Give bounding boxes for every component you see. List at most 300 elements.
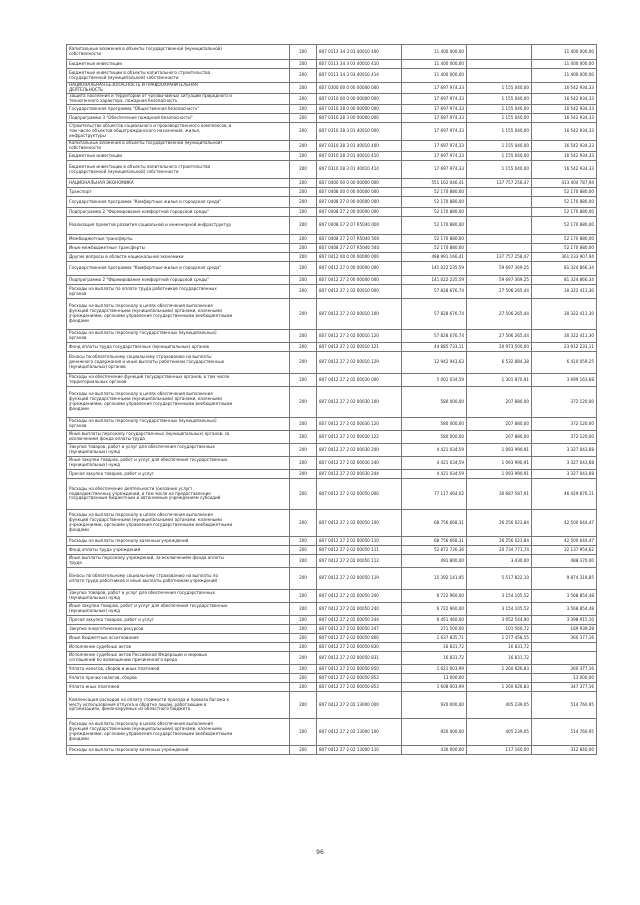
row-name: Расходы на выплаты персоналу в целях обеспечения выполнения функций государственными (муниципальными) органами, казенными учреждениями, органами управления государственными внебюджетными фондами <box>67 387 290 418</box>
row-code: 200 <box>290 69 317 83</box>
row-remaining <box>532 643 597 652</box>
row-name: Капитальные вложения в объекты государственной (муниципальной) собственности <box>67 45 290 60</box>
row-plan: 17 697 974,33 <box>402 141 467 152</box>
table-row <box>67 470 597 479</box>
row-remaining: 361 233 907,94 <box>532 253 597 262</box>
row-executed: 27 506 265,44 <box>467 285 532 299</box>
row-name: Закупка товаров, работ и услуг для обеспечения государственных (муниципальных) нужд <box>67 590 290 603</box>
row-executed: 1 155 040,00 <box>467 141 532 152</box>
row-executed: 405 239,05 <box>467 692 532 719</box>
row-executed: 207 880,00 <box>467 387 532 418</box>
row-executed <box>467 60 532 69</box>
row-name: Расходы на выплаты персоналу в целях обеспечения выполнения функций государственными (муниципальными) органами, казенными учреждениями, органами управления государственными внебюджетными фондами <box>67 719 290 746</box>
row-name: Исполнение судебных актов <box>67 643 290 652</box>
row-kbk: 807 0412 27 2 02 00030 120 <box>317 418 402 431</box>
row-name: Расходы на выплаты персоналу в целях обеспечения выполнения функций государственными (муниципальными) органами, казенными учреждениями, органами управления государственными внебюджетными фондами <box>67 510 290 537</box>
table-row <box>67 208 597 217</box>
row-executed: 20 734 771,74 <box>467 546 532 555</box>
page-number: 96 <box>316 849 324 856</box>
row-code: 200 <box>290 253 317 262</box>
row-plan: 1 621 003,99 <box>402 665 467 674</box>
row-remaining: 16 542 934,33 <box>532 94 597 105</box>
row-name: Расходы на выплаты по оплате труда работников государственных органов <box>67 285 290 299</box>
row-executed: 3 154 105,52 <box>467 603 532 616</box>
row-code: 200 <box>290 510 317 537</box>
row-name: Исполнение судебных актов Российской Федерации и мировых соглашений по возмещению причиненного вреда <box>67 652 290 665</box>
table-row <box>67 244 597 253</box>
row-code: 200 <box>290 352 317 374</box>
row-kbk: 807 0412 27 0 00 00000 000 <box>317 262 402 276</box>
row-kbk: 807 0412 27 2 02 00030 000 <box>317 374 402 387</box>
row-code: 200 <box>290 141 317 152</box>
row-name: Иные выплаты персоналу государственных (муниципальных) органов, за исключением фонда оплаты труда <box>67 431 290 444</box>
row-name: Транспорт <box>67 188 290 197</box>
row-name: Иные бюджетные ассигнования <box>67 634 290 643</box>
row-name: Защита населения и территории от чрезвычайных ситуаций природного и техногенного характера, пожарная безопасность <box>67 94 290 105</box>
budget-report-sheet <box>66 44 594 755</box>
row-remaining: 3 327 043,68 <box>532 444 597 457</box>
row-kbk: 807 0412 27 2 02 00050 200 <box>317 590 402 603</box>
row-code: 200 <box>290 161 317 179</box>
row-plan: 141 022 235,59 <box>402 276 467 285</box>
row-executed: 1 093 990,91 <box>467 444 532 457</box>
row-remaining: 312 840,00 <box>532 746 597 755</box>
table-row <box>67 285 597 299</box>
row-plan: 68 756 668,31 <box>402 537 467 546</box>
row-code: 200 <box>290 665 317 674</box>
row-plan: 6 722 960,00 <box>402 590 467 603</box>
row-executed: 27 506 265,44 <box>467 299 532 330</box>
row-plan: 57 828 676,74 <box>402 299 467 330</box>
row-code: 200 <box>290 299 317 330</box>
row-code: 200 <box>290 692 317 719</box>
row-remaining: 30 322 411,30 <box>532 285 597 299</box>
row-remaining: 514 760,95 <box>532 692 597 719</box>
row-remaining: 30 322 411,30 <box>532 299 597 330</box>
row-executed: 27 506 265,44 <box>467 330 532 343</box>
row-code: 200 <box>290 537 317 546</box>
row-kbk: 807 0412 27 2 02 00050 100 <box>317 510 402 537</box>
row-plan: 57 828 676,74 <box>402 285 467 299</box>
row-name: Государственная программа "Комфортные жилье и городская среда" <box>67 197 290 208</box>
row-plan: 920 000,00 <box>402 719 467 746</box>
row-kbk: 807 0412 27 2 02 00050 831 <box>317 652 402 665</box>
row-kbk: 807 0300 00 0 00 00000 000 <box>317 83 402 94</box>
table-row <box>67 719 597 746</box>
row-code: 200 <box>290 719 317 746</box>
row-code: 200 <box>290 616 317 625</box>
row-kbk: 807 0412 27 2 02 00010 121 <box>317 343 402 352</box>
row-plan: 52 170 880,00 <box>402 235 467 244</box>
table-row <box>67 343 597 352</box>
row-remaining: 13 000,00 <box>532 674 597 683</box>
row-executed: 137 757 258,47 <box>467 179 532 188</box>
row-code: 200 <box>290 634 317 643</box>
row-remaining: 42 500 644,47 <box>532 537 597 546</box>
row-kbk: 807 0113 34 3 03 40010 410 <box>317 60 402 69</box>
table-row <box>67 262 597 276</box>
table-row <box>67 590 597 603</box>
row-executed <box>467 69 532 83</box>
table-row <box>67 457 597 470</box>
row-name: Компенсация расходов на оплату стоимости проезда и провоза багажа к месту использования отпуска и обратно лицам, работающим в организациях, финансируемых из областного бюджета <box>67 692 290 719</box>
row-remaining: 46 429 876,11 <box>532 479 597 510</box>
row-kbk: 807 0310 28 0 00 00000 000 <box>317 105 402 114</box>
row-remaining: 3 398 915,10 <box>532 616 597 625</box>
row-kbk: 807 0310 28 3 00 00000 000 <box>317 114 402 123</box>
table-row <box>67 330 597 343</box>
row-remaining: 11 400 000,00 <box>532 69 597 83</box>
row-remaining: 3 327 043,68 <box>532 457 597 470</box>
table-row <box>67 253 597 262</box>
row-executed: 207 880,00 <box>467 418 532 431</box>
row-name: Иные закупки товаров, работ и услуг для обеспечения государственных (муниципальных) нужд <box>67 457 290 470</box>
row-kbk: 807 0400 00 0 00 00000 000 <box>317 179 402 188</box>
row-code: 200 <box>290 746 317 755</box>
table-row <box>67 45 597 60</box>
row-remaining: 360 377,16 <box>532 634 597 643</box>
row-plan: 17 697 974,33 <box>402 83 467 94</box>
row-code: 200 <box>290 387 317 418</box>
row-plan: 77 117 464,02 <box>402 479 467 510</box>
row-plan: 580 000,00 <box>402 387 467 418</box>
table-row <box>67 546 597 555</box>
table-row <box>67 94 597 105</box>
row-executed: 16 831,72 <box>467 652 532 665</box>
row-name: Уплата налогов, сборов и иных платежей <box>67 665 290 674</box>
row-kbk: 807 0412 27 2 02 13000 110 <box>317 746 402 755</box>
table-row <box>67 235 597 244</box>
row-remaining: 169 939,28 <box>532 625 597 634</box>
table-row <box>67 652 597 665</box>
row-kbk: 807 0408 27 0 00 00000 000 <box>317 197 402 208</box>
table-row <box>67 634 597 643</box>
row-kbk: 807 0412 27 2 02 00050 110 <box>317 537 402 546</box>
row-remaining: 23 912 233,11 <box>532 343 597 352</box>
row-name: Строительство объектов социального и производственного комплексов, в том числе объектов общегражданского назначения, жилья, инфраструктуры <box>67 123 290 141</box>
row-remaining: 372 120,00 <box>532 431 597 444</box>
table-row <box>67 123 597 141</box>
table-row <box>67 665 597 674</box>
row-code: 200 <box>290 603 317 616</box>
row-remaining: 16 542 934,33 <box>532 83 597 94</box>
row-plan: 920 000,00 <box>402 692 467 719</box>
row-remaining: 11 400 000,00 <box>532 60 597 69</box>
row-executed: 16 831,72 <box>467 643 532 652</box>
row-code: 200 <box>290 643 317 652</box>
table-row <box>67 555 597 568</box>
row-kbk: 807 0412 27 2 02 00010 000 <box>317 285 402 299</box>
table-row <box>67 746 597 755</box>
row-name: Уплата иных платежей <box>67 683 290 692</box>
row-plan: 271 500,00 <box>402 625 467 634</box>
row-executed: 1 093 990,91 <box>467 470 532 479</box>
table-row <box>67 276 597 285</box>
row-code: 200 <box>290 179 317 188</box>
row-executed: 1 260 626,83 <box>467 665 532 674</box>
row-name: Подпрограмма 2 "Формирование комфортной городской среды" <box>67 208 290 217</box>
row-plan: 11 400 000,00 <box>402 60 467 69</box>
row-code: 200 <box>290 652 317 665</box>
row-name: Иные выплаты персоналу учреждений, за исключением фонда оплаты труда <box>67 555 290 568</box>
row-name: Взносы по обязательному социальному страхованию на выплаты денежного содержания и иные выплаты работникам государственных (муниципальных) органов <box>67 352 290 374</box>
row-code: 200 <box>290 276 317 285</box>
row-remaining: 413 404 787,94 <box>532 179 597 188</box>
row-code: 200 <box>290 625 317 634</box>
row-plan: 44 885 733,11 <box>402 343 467 352</box>
row-remaining: 52 170 880,00 <box>532 217 597 235</box>
row-name: НАЦИОНАЛЬНАЯ БЕЗОПАСНОСТЬ И ПРАВООХРАНИТЕЛЬНАЯ ДЕЯТЕЛЬНОСТЬ <box>67 83 290 94</box>
row-remaining: 52 170 880,00 <box>532 235 597 244</box>
row-executed: 137 757 258,47 <box>467 253 532 262</box>
row-remaining: 16 542 934,33 <box>532 152 597 161</box>
row-name: Взносы по обязательному социальному страхованию на выплаты по оплате труда работников и иные выплаты работникам учреждений <box>67 568 290 590</box>
row-plan: 15 392 141,95 <box>402 568 467 590</box>
row-kbk: 807 0412 00 0 00 00000 000 <box>317 253 402 262</box>
row-code: 200 <box>290 457 317 470</box>
row-code: 200 <box>290 123 317 141</box>
row-kbk: 807 0412 27 2 02 00030 244 <box>317 470 402 479</box>
row-executed: 1 155 040,00 <box>467 105 532 114</box>
row-kbk: 807 0408 27 2 07 R5040 000 <box>317 217 402 235</box>
row-plan: 17 697 974,33 <box>402 105 467 114</box>
row-executed: 1 155 040,00 <box>467 114 532 123</box>
row-name: Другие вопросы в области национальной экономики <box>67 253 290 262</box>
row-kbk: 807 0412 27 2 02 00050 244 <box>317 616 402 625</box>
table-row <box>67 692 597 719</box>
row-name: Иные закупки товаров, работ и услуг для обеспечения государственных (муниципальных) нужд <box>67 603 290 616</box>
row-code: 200 <box>290 235 317 244</box>
row-code: 200 <box>290 546 317 555</box>
row-remaining: 347 377,16 <box>532 683 597 692</box>
row-plan: 491 800,00 <box>402 555 467 568</box>
row-kbk: 807 0412 27 2 02 13000 000 <box>317 692 402 719</box>
row-remaining: 52 170 880,00 <box>532 197 597 208</box>
row-executed: 59 697 369,25 <box>467 276 532 285</box>
row-remaining: 16 542 934,33 <box>532 114 597 123</box>
row-remaining: 372 120,00 <box>532 418 597 431</box>
row-kbk: 807 0113 34 3 03 40010 414 <box>317 69 402 83</box>
row-kbk: 807 0412 27 2 02 00050 119 <box>317 568 402 590</box>
row-name: Капитальные вложения в объекты государственной (муниципальной) собственности <box>67 141 290 152</box>
row-plan: 498 991 166,41 <box>402 253 467 262</box>
row-code: 200 <box>290 152 317 161</box>
row-kbk: 807 0412 27 2 02 00050 111 <box>317 546 402 555</box>
row-plan: 52 170 880,00 <box>402 197 467 208</box>
row-remaining: 488 370,00 <box>532 555 597 568</box>
table-row <box>67 299 597 330</box>
row-kbk: 807 0412 27 2 00 00000 000 <box>317 276 402 285</box>
row-plan: 68 756 668,31 <box>402 510 467 537</box>
row-name: Государственная программа "Общественная безопасность" <box>67 105 290 114</box>
row-executed: 1 301 870,91 <box>467 374 532 387</box>
row-kbk: 807 0408 27 2 07 R5040 540 <box>317 244 402 253</box>
row-code: 200 <box>290 94 317 105</box>
row-code: 200 <box>290 418 317 431</box>
row-kbk: 807 0412 27 2 02 00050 852 <box>317 674 402 683</box>
row-executed: 207 880,00 <box>467 431 532 444</box>
row-remaining: 42 500 644,47 <box>532 510 597 537</box>
row-kbk: 807 0412 27 2 02 00010 100 <box>317 299 402 330</box>
row-executed <box>467 217 532 235</box>
row-executed: 1 277 458,55 <box>467 634 532 643</box>
row-remaining: 16 542 934,33 <box>532 161 597 179</box>
row-executed <box>467 244 532 253</box>
row-executed: 6 532 884,38 <box>467 352 532 374</box>
row-executed <box>467 235 532 244</box>
table-row <box>67 603 597 616</box>
row-plan: 17 697 974,33 <box>402 114 467 123</box>
table-row <box>67 114 597 123</box>
row-plan: 12 942 943,63 <box>402 352 467 374</box>
row-name: Уплата прочих налогов, сборов <box>67 674 290 683</box>
row-executed: 101 560,72 <box>467 625 532 634</box>
table-row <box>67 374 597 387</box>
row-plan: 52 170 880,00 <box>402 208 467 217</box>
row-executed: 1 155 040,00 <box>467 123 532 141</box>
row-remaining: 32 137 954,62 <box>532 546 597 555</box>
row-plan: 57 828 676,74 <box>402 330 467 343</box>
row-remaining: 52 170 880,00 <box>532 208 597 217</box>
row-plan: 17 697 974,33 <box>402 94 467 105</box>
table-row <box>67 479 597 510</box>
row-kbk: 807 0412 27 2 02 00050 247 <box>317 625 402 634</box>
row-executed: 20 973 500,00 <box>467 343 532 352</box>
row-code: 200 <box>290 60 317 69</box>
row-name: Межбюджетные трансферты <box>67 235 290 244</box>
row-remaining: 30 322 411,30 <box>532 330 597 343</box>
table-row <box>67 431 597 444</box>
row-plan: 52 170 880,00 <box>402 244 467 253</box>
row-plan: 13 000,00 <box>402 674 467 683</box>
row-name: Реализация проектов развития социальной и инженерной инфраструктур <box>67 217 290 235</box>
row-plan: 6 451 460,00 <box>402 616 467 625</box>
row-name: Бюджетные инвестиции <box>67 60 290 69</box>
row-kbk: 807 0412 27 2 02 00050 830 <box>317 643 402 652</box>
row-name: Иные межбюджетные трансферты <box>67 244 290 253</box>
row-code: 200 <box>290 555 317 568</box>
row-code: 200 <box>290 262 317 276</box>
row-code: 200 <box>290 330 317 343</box>
row-executed: 3 154 105,52 <box>467 590 532 603</box>
row-plan: 430 000,00 <box>402 746 467 755</box>
row-remaining: 3 699 163,68 <box>532 374 597 387</box>
row-kbk: 807 0408 00 0 00 00000 000 <box>317 188 402 197</box>
row-plan: 4 421 034,59 <box>402 457 467 470</box>
row-kbk: 807 0412 27 2 02 00050 850 <box>317 665 402 674</box>
row-remaining: 3 327 043,68 <box>532 470 597 479</box>
row-plan: 4 421 034,59 <box>402 470 467 479</box>
row-plan: 580 000,00 <box>402 418 467 431</box>
table-row <box>67 674 597 683</box>
row-code: 200 <box>290 431 317 444</box>
row-code: 200 <box>290 479 317 510</box>
row-kbk: 807 0412 27 2 02 00030 122 <box>317 431 402 444</box>
row-remaining: 3 568 854,48 <box>532 590 597 603</box>
row-code: 200 <box>290 45 317 60</box>
table-row <box>67 387 597 418</box>
row-executed <box>467 208 532 217</box>
row-code: 200 <box>290 683 317 692</box>
row-name: Закупка товаров, работ и услуг для обеспечения государственных (муниципальных) нужд <box>67 444 290 457</box>
row-remaining: 16 542 934,33 <box>532 105 597 114</box>
row-plan: 17 697 974,33 <box>402 161 467 179</box>
row-kbk: 807 0412 27 2 02 00050 800 <box>317 634 402 643</box>
row-kbk: 807 0412 27 2 02 00050 000 <box>317 479 402 510</box>
table-row <box>67 643 597 652</box>
row-plan: 4 421 034,59 <box>402 444 467 457</box>
row-executed: 1 155 040,00 <box>467 83 532 94</box>
table-row <box>67 616 597 625</box>
row-code: 200 <box>290 590 317 603</box>
row-executed: 26 256 023,84 <box>467 510 532 537</box>
row-plan: 16 831,72 <box>402 643 467 652</box>
table-row <box>67 217 597 235</box>
table-row <box>67 683 597 692</box>
row-kbk: 807 0412 27 2 02 13000 100 <box>317 719 402 746</box>
row-plan: 17 697 974,33 <box>402 152 467 161</box>
row-executed: 26 256 023,84 <box>467 537 532 546</box>
row-code: 200 <box>290 197 317 208</box>
row-remaining: 11 400 000,00 <box>532 45 597 60</box>
row-kbk: 807 0412 27 2 02 00050 240 <box>317 603 402 616</box>
row-kbk: 807 0412 27 2 02 00010 120 <box>317 330 402 343</box>
row-executed: 1 155 040,00 <box>467 161 532 179</box>
table-row <box>67 537 597 546</box>
row-kbk: 807 0310 00 0 00 00000 000 <box>317 94 402 105</box>
row-plan: 52 872 726,36 <box>402 546 467 555</box>
row-code: 200 <box>290 83 317 94</box>
budget-table <box>66 44 597 755</box>
row-executed <box>467 188 532 197</box>
row-remaining: 360 377,16 <box>532 665 597 674</box>
row-code: 200 <box>290 188 317 197</box>
row-remaining: 16 542 934,33 <box>532 123 597 141</box>
row-code: 200 <box>290 217 317 235</box>
table-row <box>67 625 597 634</box>
table-row <box>67 141 597 152</box>
row-remaining: 9 874 319,85 <box>532 568 597 590</box>
row-kbk: 807 0310 28 3 01 40010 414 <box>317 161 402 179</box>
row-remaining: 3 568 854,48 <box>532 603 597 616</box>
row-plan: 16 831,72 <box>402 652 467 665</box>
row-code: 200 <box>290 470 317 479</box>
table-row <box>67 69 597 83</box>
table-row <box>67 161 597 179</box>
row-plan: 11 400 000,00 <box>402 69 467 83</box>
row-remaining: 52 170 880,00 <box>532 244 597 253</box>
row-kbk: 807 0310 28 3 01 40010 410 <box>317 152 402 161</box>
row-executed: 1 155 040,00 <box>467 94 532 105</box>
row-kbk: 807 0412 27 2 02 00010 129 <box>317 352 402 374</box>
row-executed: 3 052 544,90 <box>467 616 532 625</box>
row-remaining: 81 324 866,34 <box>532 262 597 276</box>
row-name: Расходы на выплаты персоналу казенных учреждений <box>67 537 290 546</box>
row-executed: 1 093 990,91 <box>467 457 532 470</box>
row-code: 200 <box>290 285 317 299</box>
row-code: 200 <box>290 208 317 217</box>
row-name: Прочая закупка товаров, работ и услуг <box>67 616 290 625</box>
row-name: Расходы на выплаты персоналу в целях обеспечения выполнения функций государственными (муниципальными) органами, казенными учреждениями, органами управления государственными внебюджетными фондами <box>67 299 290 330</box>
row-executed <box>467 197 532 208</box>
row-kbk: 807 0412 27 2 02 00030 240 <box>317 457 402 470</box>
row-name: НАЦИОНАЛЬНАЯ ЭКОНОМИКА <box>67 179 290 188</box>
row-plan: 1 608 003,99 <box>402 683 467 692</box>
row-executed: 3 430,00 <box>467 555 532 568</box>
row-remaining: 81 324 866,34 <box>532 276 597 285</box>
row-code: 200 <box>290 568 317 590</box>
table-row <box>67 188 597 197</box>
